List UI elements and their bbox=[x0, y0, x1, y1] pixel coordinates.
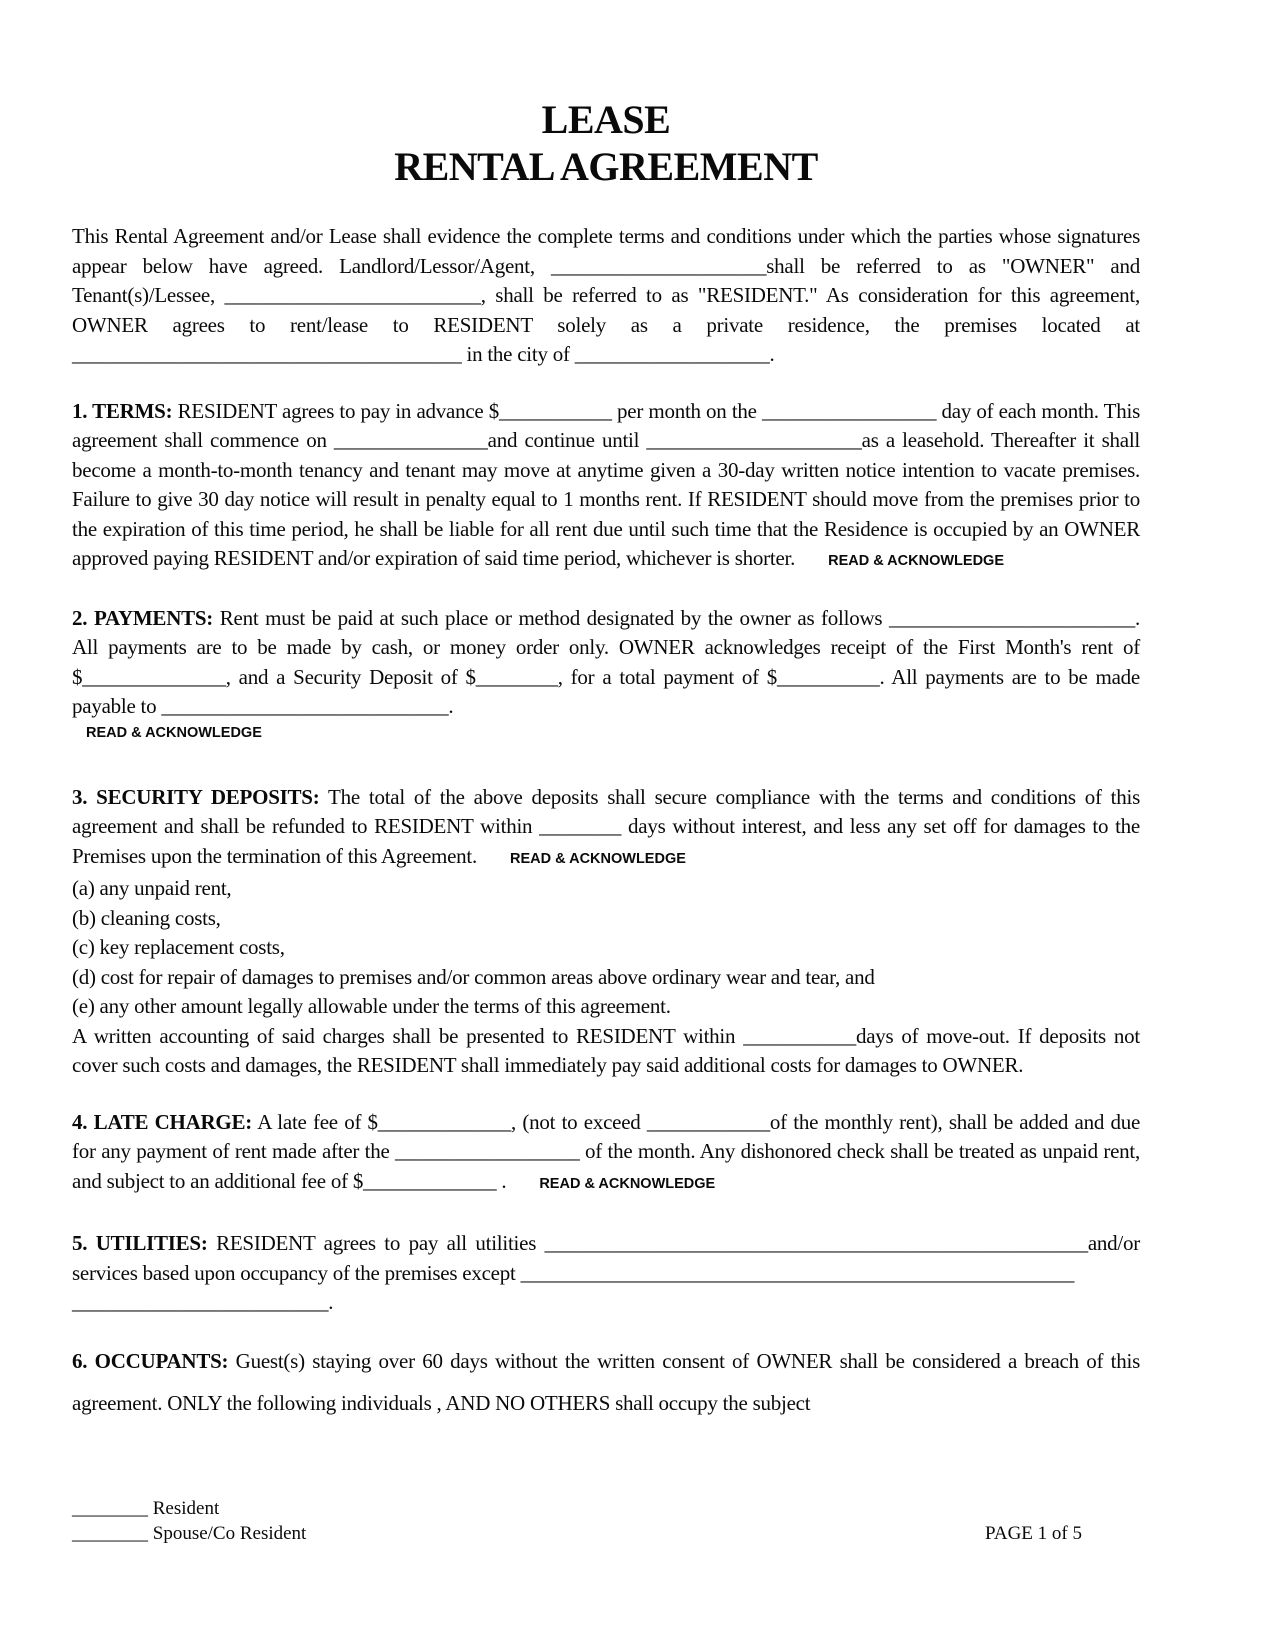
section-utilities-paragraph bbox=[72, 1229, 1140, 1288]
section-late-charge-body: A late fee of $_____________, (not to exceed ____________of the monthly rent), shall be added and due for any payment of rent made after the __________________ of the month. Any dishonored check shall be treated as unpaid rent, and subject to an additional fee of $_____________ . bbox=[72, 1109, 1141, 1193]
section-occupants bbox=[72, 1340, 1140, 1424]
read-acknowledge-label: READ & ACKNOWLEDGE bbox=[539, 1175, 716, 1192]
section-payments-body: Rent must be paid at such place or method designated by the owner as follows ________________________. All payments are to be made by cash, or money order only. OWNER acknowledges receipt of the First Month's rent of $______________, and a Security Deposit of $________, for a total payment of $__________. All payments are to be made payable to ____________________________. bbox=[72, 605, 1140, 718]
list-item: (a) any unpaid rent, bbox=[72, 876, 232, 900]
footer-resident-line: ________ Resident bbox=[72, 1498, 220, 1519]
footer-signature-initials bbox=[72, 1496, 306, 1546]
section-utilities-blank-line: _________________________. bbox=[72, 1290, 334, 1314]
list-item: (d) cost for repair of damages to premises and/or common areas above ordinary wear and tear, and bbox=[72, 964, 875, 989]
page-footer bbox=[72, 1496, 1082, 1546]
section-terms bbox=[72, 397, 1140, 577]
footer-spouse-line: ________ Spouse/Co Resident bbox=[72, 1523, 307, 1544]
section-security-deposits-heading: 3. SECURITY DEPOSITS: bbox=[72, 784, 320, 809]
intro-paragraph: This Rental Agreement and/or Lease shall evidence the complete terms and conditions under which the parties whose signatures appear below have agreed. Landlord/Lessor/Agent, _____________________shall be referred to as "OWNER" and Tenant(s)/Lessee, _________________________, shall be referred to as "RESIDENT." As consideration for this agreement, OWNER agrees to rent/lease to RESIDENT solely as a private residence, the premises located at ______________________________________ in the city of ___________________. bbox=[72, 224, 1140, 366]
section-security-deposits-body2: A written accounting of said charges shall be presented to RESIDENT within ___________days of move-out. If deposits not cover such costs and damages, the RESIDENT shall immediately pay said additional costs for damages to OWNER. bbox=[72, 1023, 1140, 1077]
read-acknowledge-label: READ & ACKNOWLEDGE bbox=[510, 850, 686, 867]
section-payments-heading: 2. PAYMENTS: bbox=[72, 605, 214, 630]
section-late-charge bbox=[72, 1108, 1140, 1200]
title-line-rental-agreement: RENTAL AGREEMENT bbox=[394, 144, 818, 189]
section-terms-body: RESIDENT agrees to pay in advance $___________ per month on the _________________ day of each month. This agreement shall commence on _______________and continue until _____________________as a leasehold. Thereafter it shall become a month-to-month tenancy and tenant may move at anytime given a 30-day written notice intention to vacate premises. Failure to give 30 day notice will result in penalty equal to 1 months rent. If RESIDENT should move from the premises prior to the expiration of this time period, he shall be liable for all rent due until such time that the Residence is occupied by an OWNER approved paying RESIDENT and/or expiration of said time period, whichever is shorter. bbox=[72, 398, 1141, 570]
document-content bbox=[72, 0, 1140, 1424]
section-utilities-heading: 5. UTILITIES: bbox=[72, 1231, 208, 1255]
section-occupants-body: Guest(s) staying over 60 days without the written consent of OWNER shall be considered a breach of this agreement. ONLY the following individuals , AND NO OTHERS shall occupy the subject bbox=[72, 1348, 1140, 1415]
security-deposit-list bbox=[72, 874, 1140, 1022]
section-occupants-heading: 6. OCCUPANTS: bbox=[72, 1348, 229, 1373]
section-utilities-body: RESIDENT agrees to pay all utilities _____________________________________________________and/or services based upon occupancy of the premises except ______________________________________________________ bbox=[72, 1231, 1140, 1285]
title-line-lease: LEASE bbox=[541, 97, 671, 142]
page-number: PAGE 1 of 5 bbox=[985, 1523, 1082, 1544]
section-security-deposits bbox=[72, 783, 1140, 1081]
read-acknowledge-label: READ & ACKNOWLEDGE bbox=[86, 724, 262, 741]
section-payments-paragraph bbox=[72, 604, 1140, 722]
list-item: (c) key replacement costs, bbox=[72, 935, 285, 959]
section-payments bbox=[72, 604, 1140, 741]
document-title bbox=[72, 96, 1140, 190]
read-acknowledge-label: READ & ACKNOWLEDGE bbox=[828, 553, 1004, 569]
section-security-deposits-paragraph bbox=[72, 783, 1140, 875]
section-late-charge-heading: 4. LATE CHARGE: bbox=[72, 1109, 252, 1134]
section-terms-heading: 1. TERMS: bbox=[72, 398, 173, 423]
list-item: (e) any other amount legally allowable under the terms of this agreement. bbox=[72, 994, 671, 1018]
section-utilities bbox=[72, 1229, 1140, 1318]
section-security-deposits-body: The total of the above deposits shall secure compliance with the terms and conditions of this agreement and shall be refunded to RESIDENT within ________ days without interest, and less any set off for damages to the Premises upon the termination of this Agreement. bbox=[72, 784, 1140, 868]
list-item: (b) cleaning costs, bbox=[72, 905, 221, 930]
